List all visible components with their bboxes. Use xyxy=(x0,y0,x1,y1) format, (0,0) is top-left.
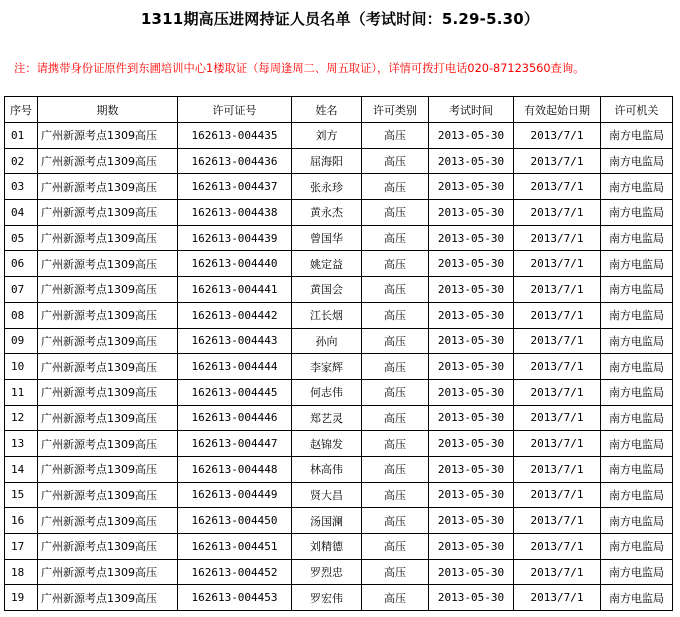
cell-license-no: 162613-004446 xyxy=(178,405,292,431)
cell-license-type: 高压 xyxy=(362,302,429,328)
cell-valid-from: 2013/7/1 xyxy=(514,405,601,431)
header-index: 序号 xyxy=(5,97,38,123)
cell-authority: 南方电监局 xyxy=(601,277,673,303)
cell-term: 广州新源考点1309高压 xyxy=(38,148,178,174)
cell-term: 广州新源考点1309高压 xyxy=(38,431,178,457)
cell-index: 10 xyxy=(5,354,38,380)
cell-license-no: 162613-004447 xyxy=(178,431,292,457)
cell-name: 曾国华 xyxy=(292,225,362,251)
cell-license-type: 高压 xyxy=(362,277,429,303)
table-row xyxy=(5,328,673,354)
cell-license-type: 高压 xyxy=(362,225,429,251)
table-row xyxy=(5,585,673,611)
cell-index: 13 xyxy=(5,431,38,457)
cell-index: 09 xyxy=(5,328,38,354)
cell-license-type: 高压 xyxy=(362,431,429,457)
cell-term: 广州新源考点1309高压 xyxy=(38,251,178,277)
cell-license-no: 162613-004442 xyxy=(178,302,292,328)
table-row xyxy=(5,302,673,328)
cell-index: 08 xyxy=(5,302,38,328)
cell-exam-date: 2013-05-30 xyxy=(429,251,514,277)
cell-term: 广州新源考点1309高压 xyxy=(38,328,178,354)
cell-license-no: 162613-004438 xyxy=(178,200,292,226)
cell-exam-date: 2013-05-30 xyxy=(429,559,514,585)
cell-license-no: 162613-004443 xyxy=(178,328,292,354)
table-row xyxy=(5,508,673,534)
cell-authority: 南方电监局 xyxy=(601,174,673,200)
cell-name: 林高伟 xyxy=(292,456,362,482)
cell-exam-date: 2013-05-30 xyxy=(429,302,514,328)
cell-exam-date: 2013-05-30 xyxy=(429,405,514,431)
table-row xyxy=(5,251,673,277)
table-row xyxy=(5,148,673,174)
cell-license-no: 162613-004444 xyxy=(178,354,292,380)
table-row xyxy=(5,456,673,482)
cell-authority: 南方电监局 xyxy=(601,354,673,380)
table-row xyxy=(5,174,673,200)
page-title: 1311期高压进网持证人员名单（考试时间：5.29-5.30） xyxy=(140,10,540,28)
table-header-row xyxy=(5,97,673,123)
cell-authority: 南方电监局 xyxy=(601,405,673,431)
cell-valid-from: 2013/7/1 xyxy=(514,174,601,200)
header-exam-date: 考试时间 xyxy=(429,97,514,123)
cell-authority: 南方电监局 xyxy=(601,379,673,405)
header-authority: 许可机关 xyxy=(601,97,673,123)
table-row xyxy=(5,534,673,560)
cell-license-type: 高压 xyxy=(362,354,429,380)
cell-index: 04 xyxy=(5,200,38,226)
cell-license-type: 高压 xyxy=(362,405,429,431)
cell-name: 郑艺灵 xyxy=(292,405,362,431)
cell-name: 赵锦发 xyxy=(292,431,362,457)
cell-valid-from: 2013/7/1 xyxy=(514,508,601,534)
cell-authority: 南方电监局 xyxy=(601,148,673,174)
cell-term: 广州新源考点1309高压 xyxy=(38,508,178,534)
cell-valid-from: 2013/7/1 xyxy=(514,225,601,251)
cell-license-no: 162613-004441 xyxy=(178,277,292,303)
cell-name: 黄国会 xyxy=(292,277,362,303)
cell-exam-date: 2013-05-30 xyxy=(429,174,514,200)
cell-index: 01 xyxy=(5,123,38,149)
cell-exam-date: 2013-05-30 xyxy=(429,482,514,508)
cell-name: 何志伟 xyxy=(292,379,362,405)
notice-text: 注：请携带身份证原件到东圃培训中心1楼取证（每周逢周二、周五取证），详情可拨打电话020-87123560查询。 xyxy=(14,62,585,75)
table-row xyxy=(5,379,673,405)
cell-index: 19 xyxy=(5,585,38,611)
cell-exam-date: 2013-05-30 xyxy=(429,148,514,174)
cell-license-type: 高压 xyxy=(362,559,429,585)
cell-term: 广州新源考点1309高压 xyxy=(38,302,178,328)
cell-index: 12 xyxy=(5,405,38,431)
cell-valid-from: 2013/7/1 xyxy=(514,431,601,457)
cell-exam-date: 2013-05-30 xyxy=(429,456,514,482)
cell-authority: 南方电监局 xyxy=(601,302,673,328)
cell-term: 广州新源考点1309高压 xyxy=(38,123,178,149)
cell-authority: 南方电监局 xyxy=(601,200,673,226)
cell-license-no: 162613-004439 xyxy=(178,225,292,251)
cell-license-type: 高压 xyxy=(362,328,429,354)
cell-term: 广州新源考点1309高压 xyxy=(38,225,178,251)
cell-index: 15 xyxy=(5,482,38,508)
cell-authority: 南方电监局 xyxy=(601,456,673,482)
cell-exam-date: 2013-05-30 xyxy=(429,328,514,354)
cell-authority: 南方电监局 xyxy=(601,123,673,149)
cell-license-no: 162613-004445 xyxy=(178,379,292,405)
cell-term: 广州新源考点1309高压 xyxy=(38,379,178,405)
cell-valid-from: 2013/7/1 xyxy=(514,559,601,585)
cell-name: 屈海阳 xyxy=(292,148,362,174)
cell-term: 广州新源考点1309高压 xyxy=(38,456,178,482)
cell-valid-from: 2013/7/1 xyxy=(514,482,601,508)
cell-license-no: 162613-004452 xyxy=(178,559,292,585)
table-row xyxy=(5,225,673,251)
cell-name: 李家辉 xyxy=(292,354,362,380)
table-row xyxy=(5,354,673,380)
cell-exam-date: 2013-05-30 xyxy=(429,534,514,560)
cell-name: 黄永杰 xyxy=(292,200,362,226)
cell-index: 11 xyxy=(5,379,38,405)
cell-authority: 南方电监局 xyxy=(601,328,673,354)
cell-name: 张永珍 xyxy=(292,174,362,200)
cell-authority: 南方电监局 xyxy=(601,251,673,277)
cell-valid-from: 2013/7/1 xyxy=(514,302,601,328)
cell-license-no: 162613-004453 xyxy=(178,585,292,611)
cell-exam-date: 2013-05-30 xyxy=(429,123,514,149)
cell-license-type: 高压 xyxy=(362,456,429,482)
cell-valid-from: 2013/7/1 xyxy=(514,277,601,303)
cell-valid-from: 2013/7/1 xyxy=(514,328,601,354)
cell-index: 03 xyxy=(5,174,38,200)
cell-license-type: 高压 xyxy=(362,251,429,277)
cell-license-no: 162613-004440 xyxy=(178,251,292,277)
header-term: 期数 xyxy=(38,97,178,123)
cell-authority: 南方电监局 xyxy=(601,482,673,508)
header-license-type: 许可类别 xyxy=(362,97,429,123)
table-row xyxy=(5,123,673,149)
cell-name: 姚定益 xyxy=(292,251,362,277)
cell-license-type: 高压 xyxy=(362,534,429,560)
cell-name: 贤大昌 xyxy=(292,482,362,508)
cell-exam-date: 2013-05-30 xyxy=(429,508,514,534)
cell-name: 刘方 xyxy=(292,123,362,149)
cell-license-type: 高压 xyxy=(362,200,429,226)
cell-license-type: 高压 xyxy=(362,482,429,508)
cell-exam-date: 2013-05-30 xyxy=(429,277,514,303)
cell-exam-date: 2013-05-30 xyxy=(429,200,514,226)
table-row xyxy=(5,431,673,457)
cell-license-no: 162613-004448 xyxy=(178,456,292,482)
cell-exam-date: 2013-05-30 xyxy=(429,585,514,611)
header-name: 姓名 xyxy=(292,97,362,123)
cell-index: 18 xyxy=(5,559,38,585)
cell-valid-from: 2013/7/1 xyxy=(514,379,601,405)
cell-authority: 南方电监局 xyxy=(601,431,673,457)
cell-term: 广州新源考点1309高压 xyxy=(38,174,178,200)
cell-index: 16 xyxy=(5,508,38,534)
cell-index: 02 xyxy=(5,148,38,174)
cell-license-type: 高压 xyxy=(362,174,429,200)
cell-index: 07 xyxy=(5,277,38,303)
cell-name: 汤国澜 xyxy=(292,508,362,534)
table-row xyxy=(5,482,673,508)
cell-term: 广州新源考点1309高压 xyxy=(38,534,178,560)
cell-license-type: 高压 xyxy=(362,123,429,149)
cell-valid-from: 2013/7/1 xyxy=(514,251,601,277)
cell-valid-from: 2013/7/1 xyxy=(514,534,601,560)
cell-license-no: 162613-004435 xyxy=(178,123,292,149)
header-valid-from: 有效起始日期 xyxy=(514,97,601,123)
personnel-table xyxy=(4,96,673,611)
cell-authority: 南方电监局 xyxy=(601,225,673,251)
cell-term: 广州新源考点1309高压 xyxy=(38,585,178,611)
cell-index: 05 xyxy=(5,225,38,251)
cell-index: 06 xyxy=(5,251,38,277)
cell-valid-from: 2013/7/1 xyxy=(514,148,601,174)
cell-name: 江长烟 xyxy=(292,302,362,328)
cell-name: 罗宏伟 xyxy=(292,585,362,611)
cell-license-type: 高压 xyxy=(362,379,429,405)
cell-authority: 南方电监局 xyxy=(601,559,673,585)
table-row xyxy=(5,200,673,226)
cell-term: 广州新源考点1309高压 xyxy=(38,482,178,508)
cell-term: 广州新源考点1309高压 xyxy=(38,200,178,226)
cell-term: 广州新源考点1309高压 xyxy=(38,354,178,380)
cell-term: 广州新源考点1309高压 xyxy=(38,405,178,431)
cell-name: 孙向 xyxy=(292,328,362,354)
cell-exam-date: 2013-05-30 xyxy=(429,225,514,251)
cell-name: 罗烈忠 xyxy=(292,559,362,585)
header-license-no: 许可证号 xyxy=(178,97,292,123)
cell-valid-from: 2013/7/1 xyxy=(514,354,601,380)
cell-license-type: 高压 xyxy=(362,585,429,611)
cell-license-no: 162613-004450 xyxy=(178,508,292,534)
cell-index: 14 xyxy=(5,456,38,482)
cell-index: 17 xyxy=(5,534,38,560)
cell-term: 广州新源考点1309高压 xyxy=(38,559,178,585)
cell-authority: 南方电监局 xyxy=(601,508,673,534)
cell-exam-date: 2013-05-30 xyxy=(429,431,514,457)
cell-authority: 南方电监局 xyxy=(601,585,673,611)
cell-license-no: 162613-004436 xyxy=(178,148,292,174)
cell-valid-from: 2013/7/1 xyxy=(514,123,601,149)
cell-name: 刘精德 xyxy=(292,534,362,560)
cell-valid-from: 2013/7/1 xyxy=(514,585,601,611)
table-row xyxy=(5,277,673,303)
cell-license-no: 162613-004449 xyxy=(178,482,292,508)
cell-license-no: 162613-004451 xyxy=(178,534,292,560)
cell-authority: 南方电监局 xyxy=(601,534,673,560)
cell-license-no: 162613-004437 xyxy=(178,174,292,200)
cell-license-type: 高压 xyxy=(362,148,429,174)
table-row xyxy=(5,405,673,431)
cell-valid-from: 2013/7/1 xyxy=(514,456,601,482)
cell-exam-date: 2013-05-30 xyxy=(429,379,514,405)
cell-exam-date: 2013-05-30 xyxy=(429,354,514,380)
cell-license-type: 高压 xyxy=(362,508,429,534)
cell-valid-from: 2013/7/1 xyxy=(514,200,601,226)
table-row xyxy=(5,559,673,585)
cell-term: 广州新源考点1309高压 xyxy=(38,277,178,303)
